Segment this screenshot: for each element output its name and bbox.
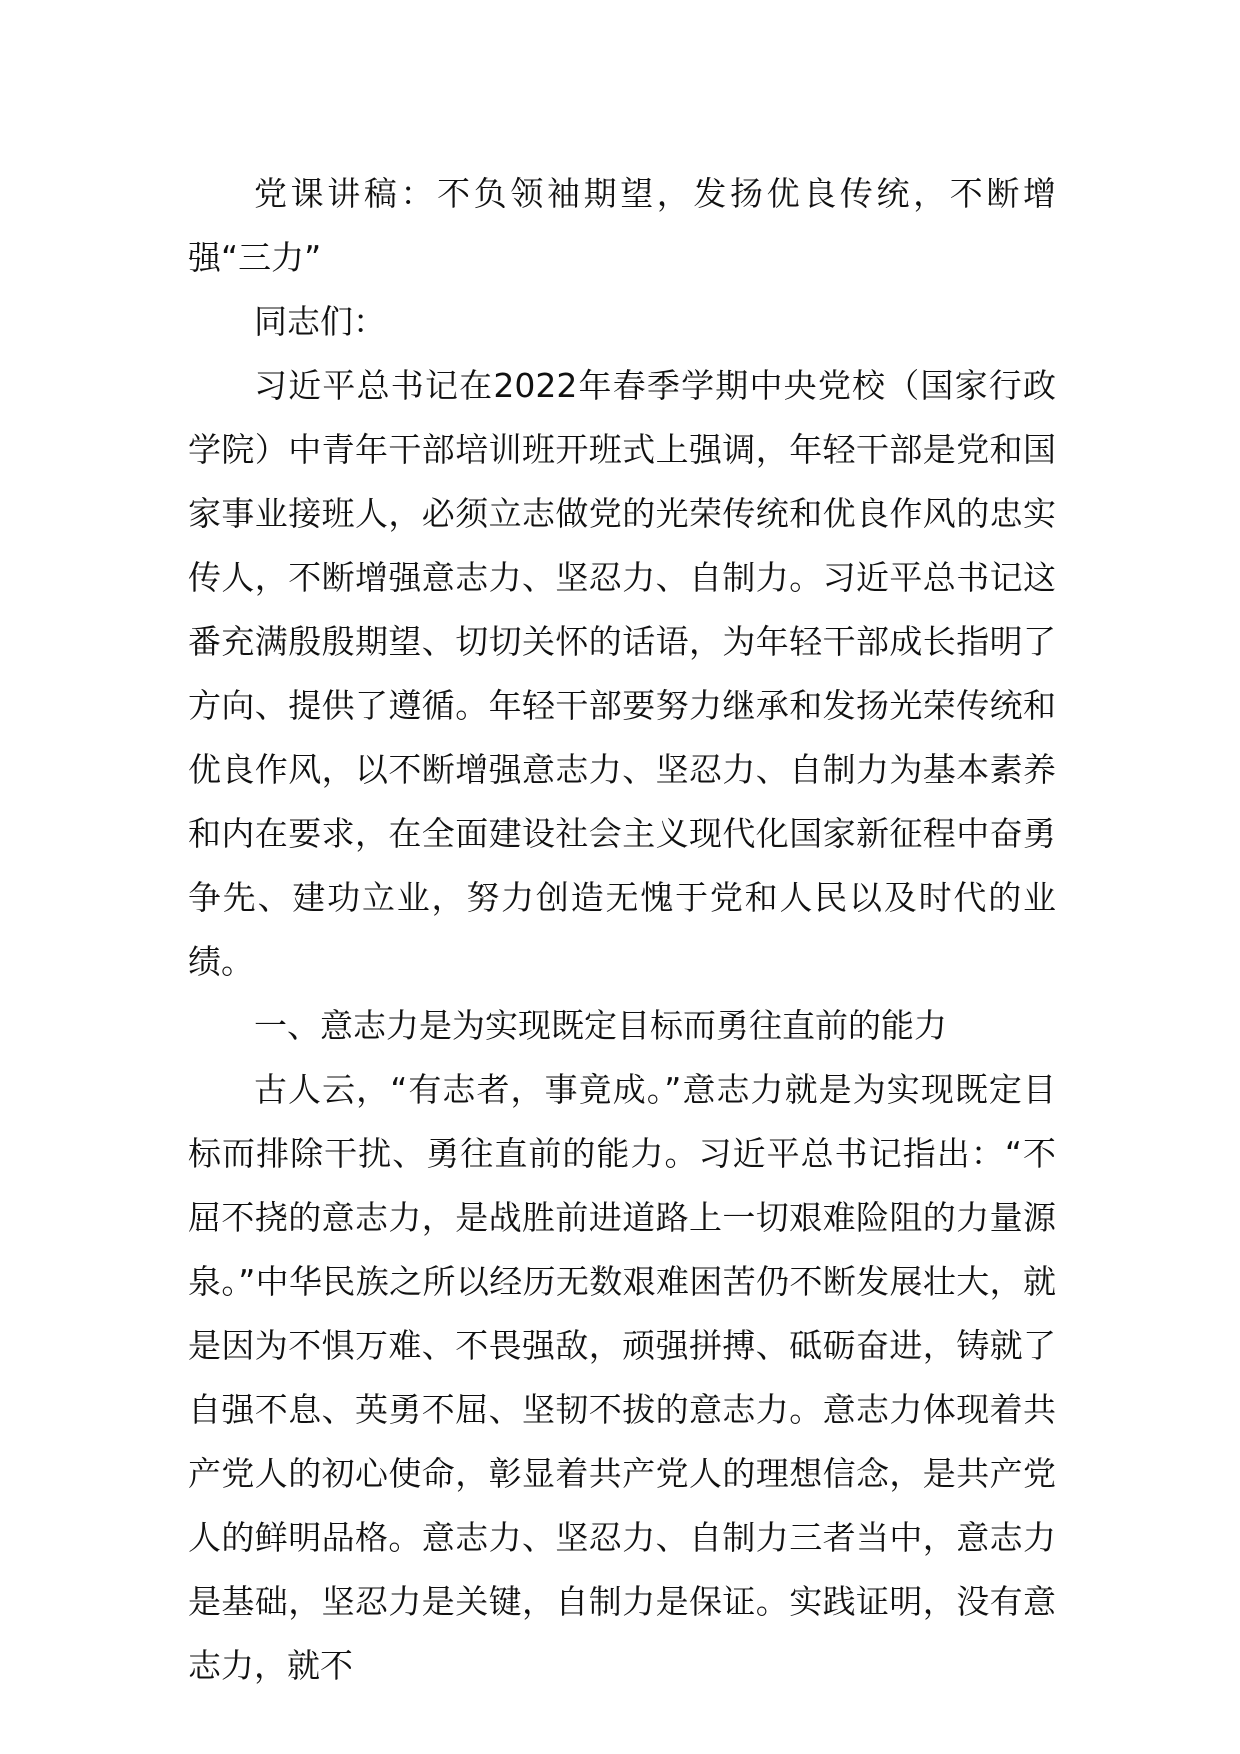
salutation: 同志们：: [254, 302, 386, 341]
document-title: 党课讲稿：不负领袖期望，发扬优良传统，不断增强“三力”: [188, 174, 1056, 277]
section-heading: 一、意志力是为实现既定目标而勇往直前的能力: [254, 1006, 947, 1045]
section-paragraph: 古人云，“有志者，事竟成。”意志力就是为实现既定目标而排除干扰、勇往直前的能力。习近平总书记指出：“不屈不挠的意志力，是战胜前进道路上一切艰难险阻的力量源泉。”中华民族之所以经历无数艰难困苦仍不断发展壮大，就是因为不惧万难、不畏强敌，顽强拼搏、砥砺奋进，铸就了自强不息、英勇不屈、坚韧不拔的意志力。意志力体现着共产党人的初心使命，彰显着共产党人的理想信念，是共产党人的鲜明品格。意志力、坚忍力、自制力三者当中，意志力是基础，坚忍力是关键，自制力是保证。实践证明，没有意志力，就不: [188, 1070, 1056, 1685]
document-body: [188, 162, 1056, 1698]
intro-paragraph: 习近平总书记在2022年春季学期中央党校（国家行政学院）中青年干部培训班开班式上强调，年轻干部是党和国家事业接班人，必须立志做党的光荣传统和优良作风的忠实传人，不断增强意志力、坚忍力、自制力。习近平总书记这番充满殷殷期望、切切关怀的话语，为年轻干部成长指明了方向、提供了遵循。年轻干部要努力继承和发扬光荣传统和优良作风，以不断增强意志力、坚忍力、自制力为基本素养和内在要求，在全面建设社会主义现代化国家新征程中奋勇争先、建功立业，努力创造无愧于党和人民以及时代的业绩。: [188, 366, 1056, 981]
